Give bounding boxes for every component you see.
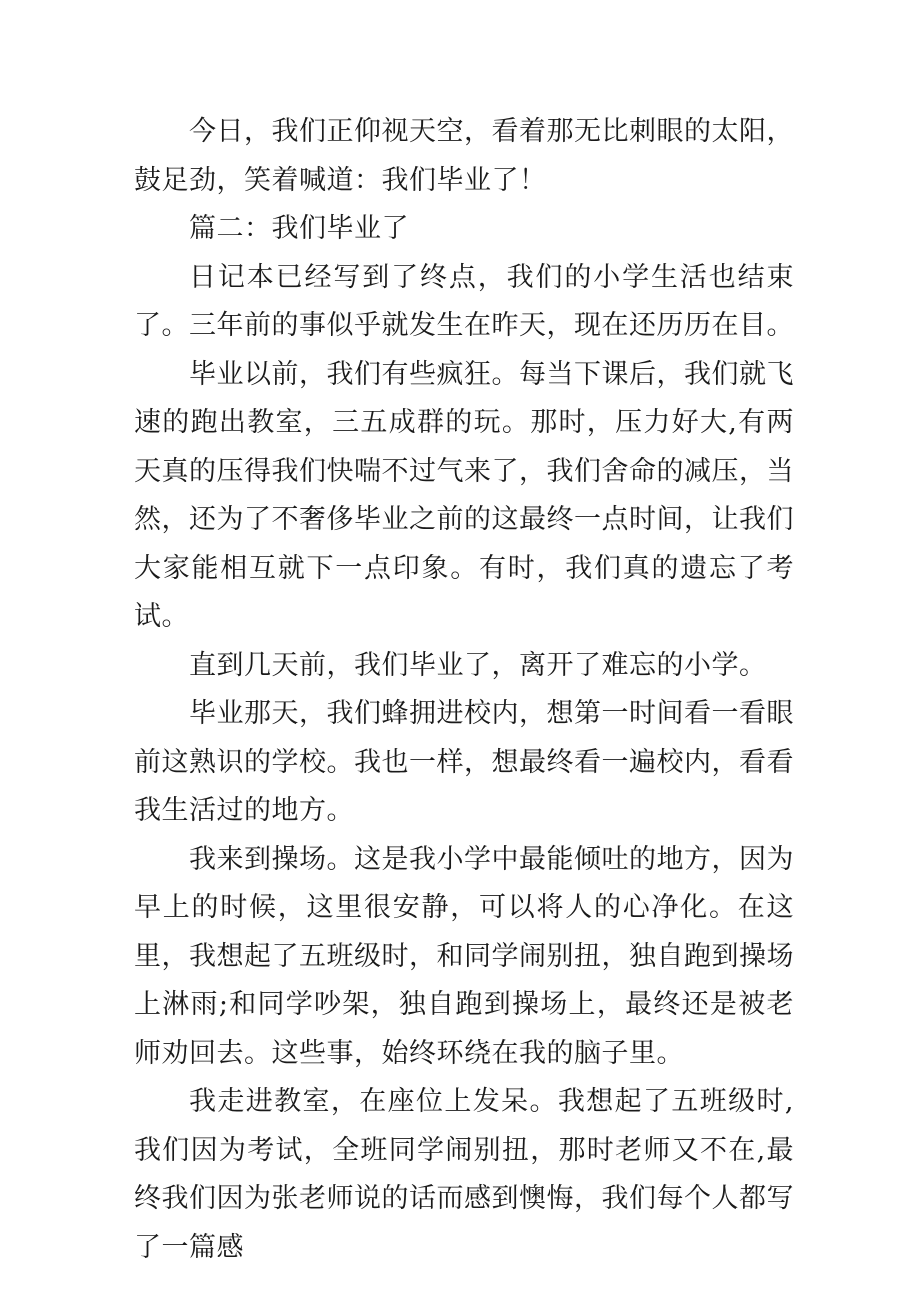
paragraph-7: 我走进教室，在座位上发呆。我想起了五班级时,我们因为考试，全班同学闹别扭，那时老师又不在,最终我们因为张老师说的话而感到懊悔，我们每个人都写了一篇感 bbox=[134, 1086, 794, 1263]
section-heading: 篇二：我们毕业了 bbox=[189, 213, 409, 244]
paragraph-3: 毕业以前，我们有些疯狂。每当下课后，我们就飞速的跑出教室，三五成群的玩。那时，压力好大,有两天真的压得我们快喘不过气来了，我们舍命的减压，当然，还为了不奢侈毕业之前的这最终一点时间，让我们大家能相互就下一点印象。有时，我们真的遗忘了考试。 bbox=[134, 358, 794, 632]
paragraph-4: 直到几天前，我们毕业了，离开了难忘的小学。 bbox=[189, 649, 767, 681]
document-body bbox=[134, 108, 794, 1272]
paragraph-5: 毕业那天，我们蜂拥进校内，想第一时间看一看眼前这熟识的学校。我也一样，想最终看一遍校内，看看我生活过的地方。 bbox=[134, 698, 794, 826]
paragraph-2: 日记本已经写到了终点，我们的小学生活也结束了。三年前的事似乎就发生在昨天，现在还历历在目。 bbox=[134, 261, 794, 341]
paragraph-1: 今日，我们正仰视天空，看着那无比刺眼的太阳，鼓足劲，笑着喊道：我们毕业了！ bbox=[134, 116, 794, 196]
paragraph-6: 我来到操场。这是我小学中最能倾吐的地方，因为早上的时候，这里很安静，可以将人的心净化。在这里，我想起了五班级时，和同学闹别扭，独自跑到操场上淋雨;和同学吵架，独自跑到操场上，最终还是被老师劝回去。这些事，始终环绕在我的脑子里。 bbox=[134, 843, 794, 1069]
